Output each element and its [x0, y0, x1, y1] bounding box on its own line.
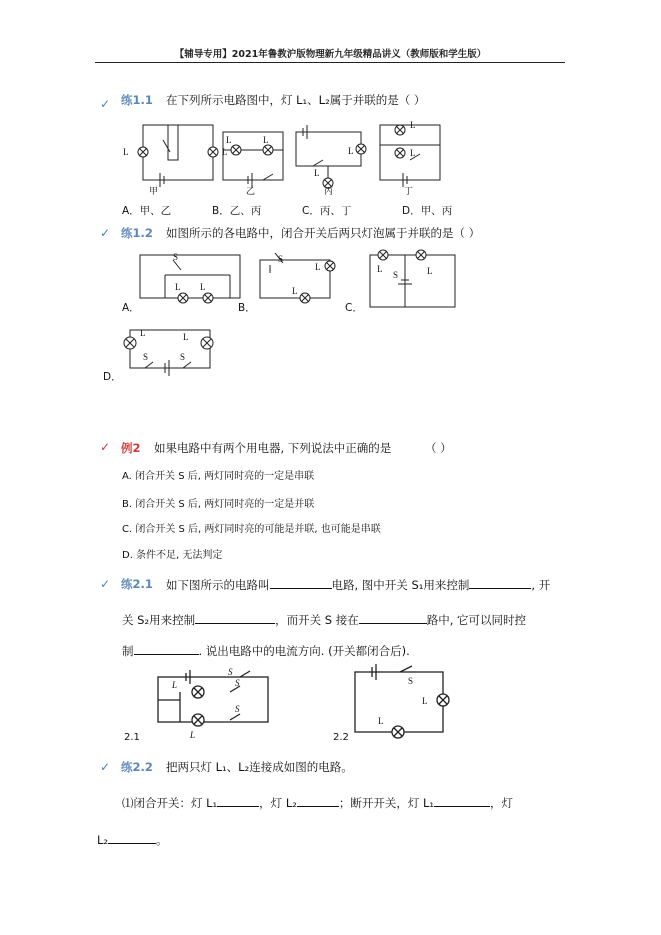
- svg-text:L: L: [200, 282, 206, 292]
- svg-text:S: S: [143, 352, 149, 362]
- example-2-question: 如果电路中有两个用电器, 下列说法中正确的是: [154, 441, 392, 455]
- svg-text:S: S: [228, 667, 233, 677]
- svg-text:L: L: [190, 730, 196, 740]
- exercise-2-1-line1: 如下图所示的电路叫 电路, 图中开关 S₁用来控制 , 开: [166, 578, 551, 592]
- svg-text:L: L: [175, 282, 181, 292]
- svg-text:L: L: [315, 262, 321, 272]
- blank-s-position[interactable]: [359, 611, 427, 624]
- option-c: C．丙、丁: [302, 205, 352, 217]
- svg-text:L: L: [377, 264, 383, 274]
- svg-text:L: L: [263, 135, 269, 145]
- option-d: D．甲、丙: [402, 205, 453, 217]
- blank-s2-controls[interactable]: [195, 611, 275, 624]
- blank-l2-closed[interactable]: [297, 794, 339, 807]
- exercise-2-1-line3: 制 . 说出电路中的电流方向. (开关都闭合后).: [122, 644, 410, 658]
- circuit-caption-yi: 乙: [246, 186, 256, 196]
- example-2-answer-paren: （ ）: [425, 441, 452, 455]
- svg-text:L: L: [314, 168, 320, 178]
- blank-controls[interactable]: [134, 642, 199, 655]
- option-b: B．乙、丙: [212, 205, 262, 217]
- check-icon: ✓: [100, 577, 111, 591]
- exercise-1-2-circuits: [135, 250, 465, 380]
- figure-label-2-2: 2.2: [333, 732, 349, 743]
- svg-text:L: L: [172, 680, 178, 690]
- circuit-label-a: A．: [122, 302, 140, 314]
- exercise-2-1-circuits: [150, 662, 460, 742]
- svg-text:S: S: [235, 704, 240, 714]
- svg-text:L: L: [292, 286, 298, 296]
- svg-text:S: S: [180, 352, 186, 362]
- figure-label-2-1: 2.1: [124, 732, 140, 743]
- svg-text:L: L: [226, 135, 232, 145]
- example-2-option-a: A. 闭合开关 S 后, 两灯同时亮的一定是串联: [122, 471, 315, 482]
- exercise-2-2-tag: 练2.2: [121, 760, 153, 774]
- exercise-1-2-tag: 练1.2: [121, 226, 153, 240]
- svg-text:L: L: [222, 147, 228, 157]
- check-icon: ✓: [100, 760, 111, 774]
- header-rule: [95, 62, 565, 63]
- svg-text:L: L: [378, 716, 384, 726]
- exercise-2-1-line2: 关 S₂用来控制 ，而开关 S 接在 路中, 它可以同时控: [122, 613, 527, 627]
- circuit-caption-ding: 丁: [404, 186, 414, 196]
- circuit-label-b: B．: [238, 302, 256, 314]
- exercise-1-1-tag: 练1.1: [121, 93, 153, 107]
- svg-text:S: S: [278, 254, 284, 264]
- check-icon: ✓: [100, 440, 111, 454]
- circuit-label-c: C．: [345, 302, 363, 314]
- blank-l1-open[interactable]: [434, 794, 490, 807]
- exercise-1-1-circuits: [118, 120, 458, 200]
- check-icon: ✓: [100, 97, 111, 111]
- exercise-2-1-tag: 练2.1: [121, 577, 153, 591]
- exercise-2-2-question: 把两只灯 L₁、L₂连接成如图的电路。: [166, 760, 353, 774]
- blank-l1-closed[interactable]: [217, 794, 259, 807]
- exercise-2-2-line2: L₂ 。: [97, 833, 168, 847]
- check-icon: ✓: [100, 226, 111, 240]
- exercise-1-1-question: 在下列所示电路图中，灯 L₁、L₂属于并联的是（ ）: [166, 93, 426, 107]
- blank-l2-open[interactable]: [108, 831, 156, 844]
- example-2-option-b: B. 闭合开关 S 后, 两灯同时亮的一定是并联: [122, 499, 315, 510]
- page-header: 【辅导专用】2021年鲁教沪版物理新九年级精品讲义（教师版和学生版）: [174, 49, 487, 60]
- circuit-label-d: D．: [103, 371, 122, 383]
- svg-text:L: L: [123, 147, 129, 157]
- svg-text:S: S: [408, 676, 414, 686]
- circuit-caption-jia: 甲: [149, 186, 159, 196]
- circuit-caption-bing: 丙: [324, 186, 334, 196]
- svg-text:S: S: [235, 678, 240, 688]
- svg-text:L: L: [348, 146, 354, 156]
- blank-s1-controls[interactable]: [469, 576, 531, 589]
- svg-text:L: L: [410, 148, 416, 158]
- example-2-tag: 例2: [121, 441, 141, 455]
- svg-text:L: L: [410, 120, 416, 130]
- svg-text:S: S: [173, 252, 179, 262]
- example-2-option-d: D. 条件不足, 无法判定: [122, 550, 223, 561]
- exercise-1-2-question: 如图所示的各电路中，闭合开关后两只灯泡属于并联的是（ ）: [166, 226, 481, 240]
- blank-circuit-type[interactable]: [270, 576, 332, 589]
- exercise-1-1-line: [100, 93, 110, 112]
- exercise-2-2-line1: ⑴闭合开关：灯 L₁ ，灯 L₂ ；断开开关，灯 L₁ ，灯: [122, 796, 514, 810]
- svg-text:L: L: [140, 328, 146, 338]
- svg-text:S: S: [393, 270, 399, 280]
- svg-text:L: L: [183, 332, 189, 342]
- svg-text:L: L: [427, 266, 433, 276]
- option-a: A．甲、乙: [122, 205, 172, 217]
- svg-text:L: L: [422, 696, 428, 706]
- example-2-option-c: C. 闭合开关 S 后, 两灯同时亮的可能是并联, 也可能是串联: [122, 524, 381, 535]
